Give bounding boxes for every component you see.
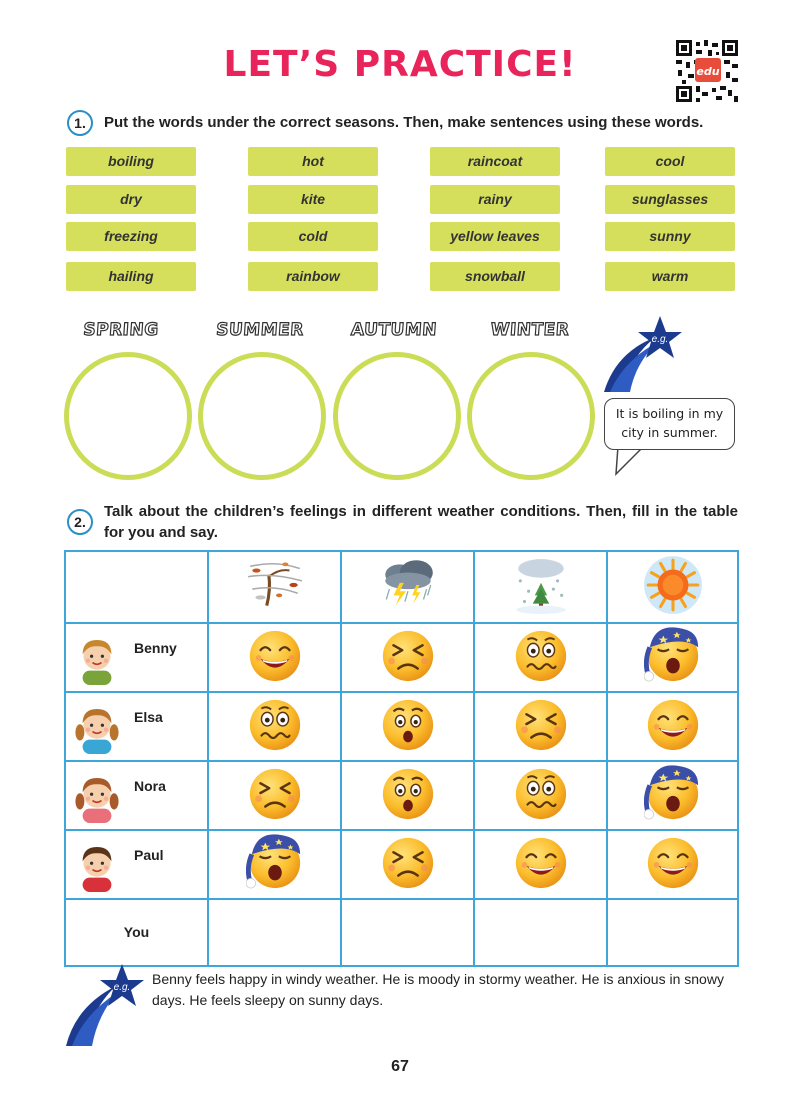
exercise-number: 1. [67, 110, 93, 136]
moody-face-icon [246, 764, 304, 822]
feeling-cell [607, 830, 738, 899]
season-heading-summer: SUMMER [215, 320, 305, 340]
word-chip: yellow leaves [430, 222, 560, 251]
page-title: LET’S PRACTICE! [223, 44, 577, 85]
page-number: 67 [391, 1058, 409, 1075]
moody-face-icon [379, 833, 437, 891]
child-name: Nora [134, 778, 166, 794]
example-star-icon [62, 962, 146, 1048]
feeling-cell [208, 830, 341, 899]
table-corner-cell [65, 551, 208, 623]
stormy-weather-icon [377, 554, 439, 616]
scared-face-icon [379, 764, 437, 822]
anxious-face-icon [246, 695, 304, 753]
you-label-cell [65, 899, 208, 966]
happy-face-icon [644, 695, 702, 753]
happy-face-icon [644, 833, 702, 891]
child-name: Elsa [134, 709, 163, 725]
blank-answer-cell[interactable] [474, 899, 607, 966]
sleepy-face-icon [644, 626, 702, 684]
word-chip: raincoat [430, 147, 560, 176]
table-row [65, 692, 738, 761]
child-name: Benny [134, 640, 177, 656]
speech-bubble-tail [614, 446, 650, 476]
word-chip: cool [605, 147, 735, 176]
feeling-cell [208, 761, 341, 830]
child-paul-avatar [70, 835, 124, 895]
word-chip: hailing [66, 262, 196, 291]
child-elsa-avatar [70, 697, 124, 757]
feeling-cell [607, 761, 738, 830]
season-circle-spring [64, 352, 192, 480]
feeling-cell [341, 692, 474, 761]
feeling-cell [474, 623, 607, 692]
exercise-number: 2. [67, 509, 93, 535]
word-chip: freezing [66, 222, 196, 251]
example-paragraph: Benny feels happy in windy weather. He is moody in stormy weather. He is anxious in snowy days. He feels sleepy on sunny days. [152, 971, 724, 1008]
windy-weather-icon [244, 554, 306, 616]
weather-header-cell [208, 551, 341, 623]
table-row [65, 761, 738, 830]
season-heading-winter: WINTER [489, 320, 570, 340]
word-chip: cold [248, 222, 378, 251]
example-star-icon [596, 312, 686, 396]
word-chip: boiling [66, 147, 196, 176]
feeling-cell [341, 761, 474, 830]
word-chip: sunny [605, 222, 735, 251]
exercise-instruction: Talk about the children’s feelings in different weather conditions. Then, fill in the table for you and say. [104, 503, 738, 541]
table-row [65, 830, 738, 899]
feeling-cell [208, 623, 341, 692]
table-row [65, 623, 738, 692]
child-name: Paul [134, 847, 164, 863]
season-circle-summer [198, 352, 326, 480]
table-header-row [65, 551, 738, 623]
season-circle-winter [467, 352, 595, 480]
happy-face-icon [512, 833, 570, 891]
feelings-table [64, 550, 739, 967]
sleepy-face-icon [246, 833, 304, 891]
example-sentence-line-2: city in summer. [621, 425, 718, 440]
child-nora-avatar [70, 766, 124, 826]
anxious-face-icon [512, 764, 570, 822]
feeling-cell [341, 830, 474, 899]
blank-answer-cell[interactable] [607, 899, 738, 966]
season-circle-autumn [333, 352, 461, 480]
exercise-instruction: Put the words under the correct seasons. Then, make sentences using these words. [104, 114, 704, 131]
weather-header-cell [341, 551, 474, 623]
example-sentence-line-1: It is boiling in my [615, 406, 724, 421]
season-heading-autumn: AUTUMN [350, 320, 438, 340]
season-heading-spring: SPRING [82, 320, 160, 340]
word-chip: rainbow [248, 262, 378, 291]
feeling-cell [474, 692, 607, 761]
feeling-cell [607, 623, 738, 692]
weather-header-cell [474, 551, 607, 623]
sunny-weather-icon [642, 554, 704, 616]
child-name-cell [65, 830, 208, 899]
feeling-cell [474, 761, 607, 830]
word-chip: dry [66, 185, 196, 214]
feeling-cell [474, 830, 607, 899]
scared-face-icon [379, 695, 437, 753]
child-name-cell [65, 692, 208, 761]
feeling-cell [341, 623, 474, 692]
blank-answer-cell[interactable] [341, 899, 474, 966]
child-benny-avatar [70, 628, 124, 688]
word-chip: rainy [430, 185, 560, 214]
sleepy-face-icon [644, 764, 702, 822]
happy-face-icon [246, 626, 304, 684]
you-label: You [123, 923, 150, 940]
word-chip: kite [248, 185, 378, 214]
word-chip: snowball [430, 262, 560, 291]
table-row-you [65, 899, 738, 966]
snowy-weather-icon [510, 554, 572, 616]
word-chip: warm [605, 262, 735, 291]
weather-header-cell [607, 551, 738, 623]
word-chip: hot [248, 147, 378, 176]
moody-face-icon [379, 626, 437, 684]
anxious-face-icon [512, 626, 570, 684]
feeling-cell [607, 692, 738, 761]
child-name-cell [65, 761, 208, 830]
moody-face-icon [512, 695, 570, 753]
example-tag: e.g. [113, 982, 131, 993]
word-chip: sunglasses [605, 185, 735, 214]
feeling-cell [208, 692, 341, 761]
qr-label: edu [696, 65, 720, 78]
example-speech-bubble [604, 398, 735, 450]
blank-answer-cell[interactable] [208, 899, 341, 966]
qr-code-icon [676, 40, 738, 102]
example-tag: e.g. [651, 334, 669, 345]
child-name-cell [65, 623, 208, 692]
